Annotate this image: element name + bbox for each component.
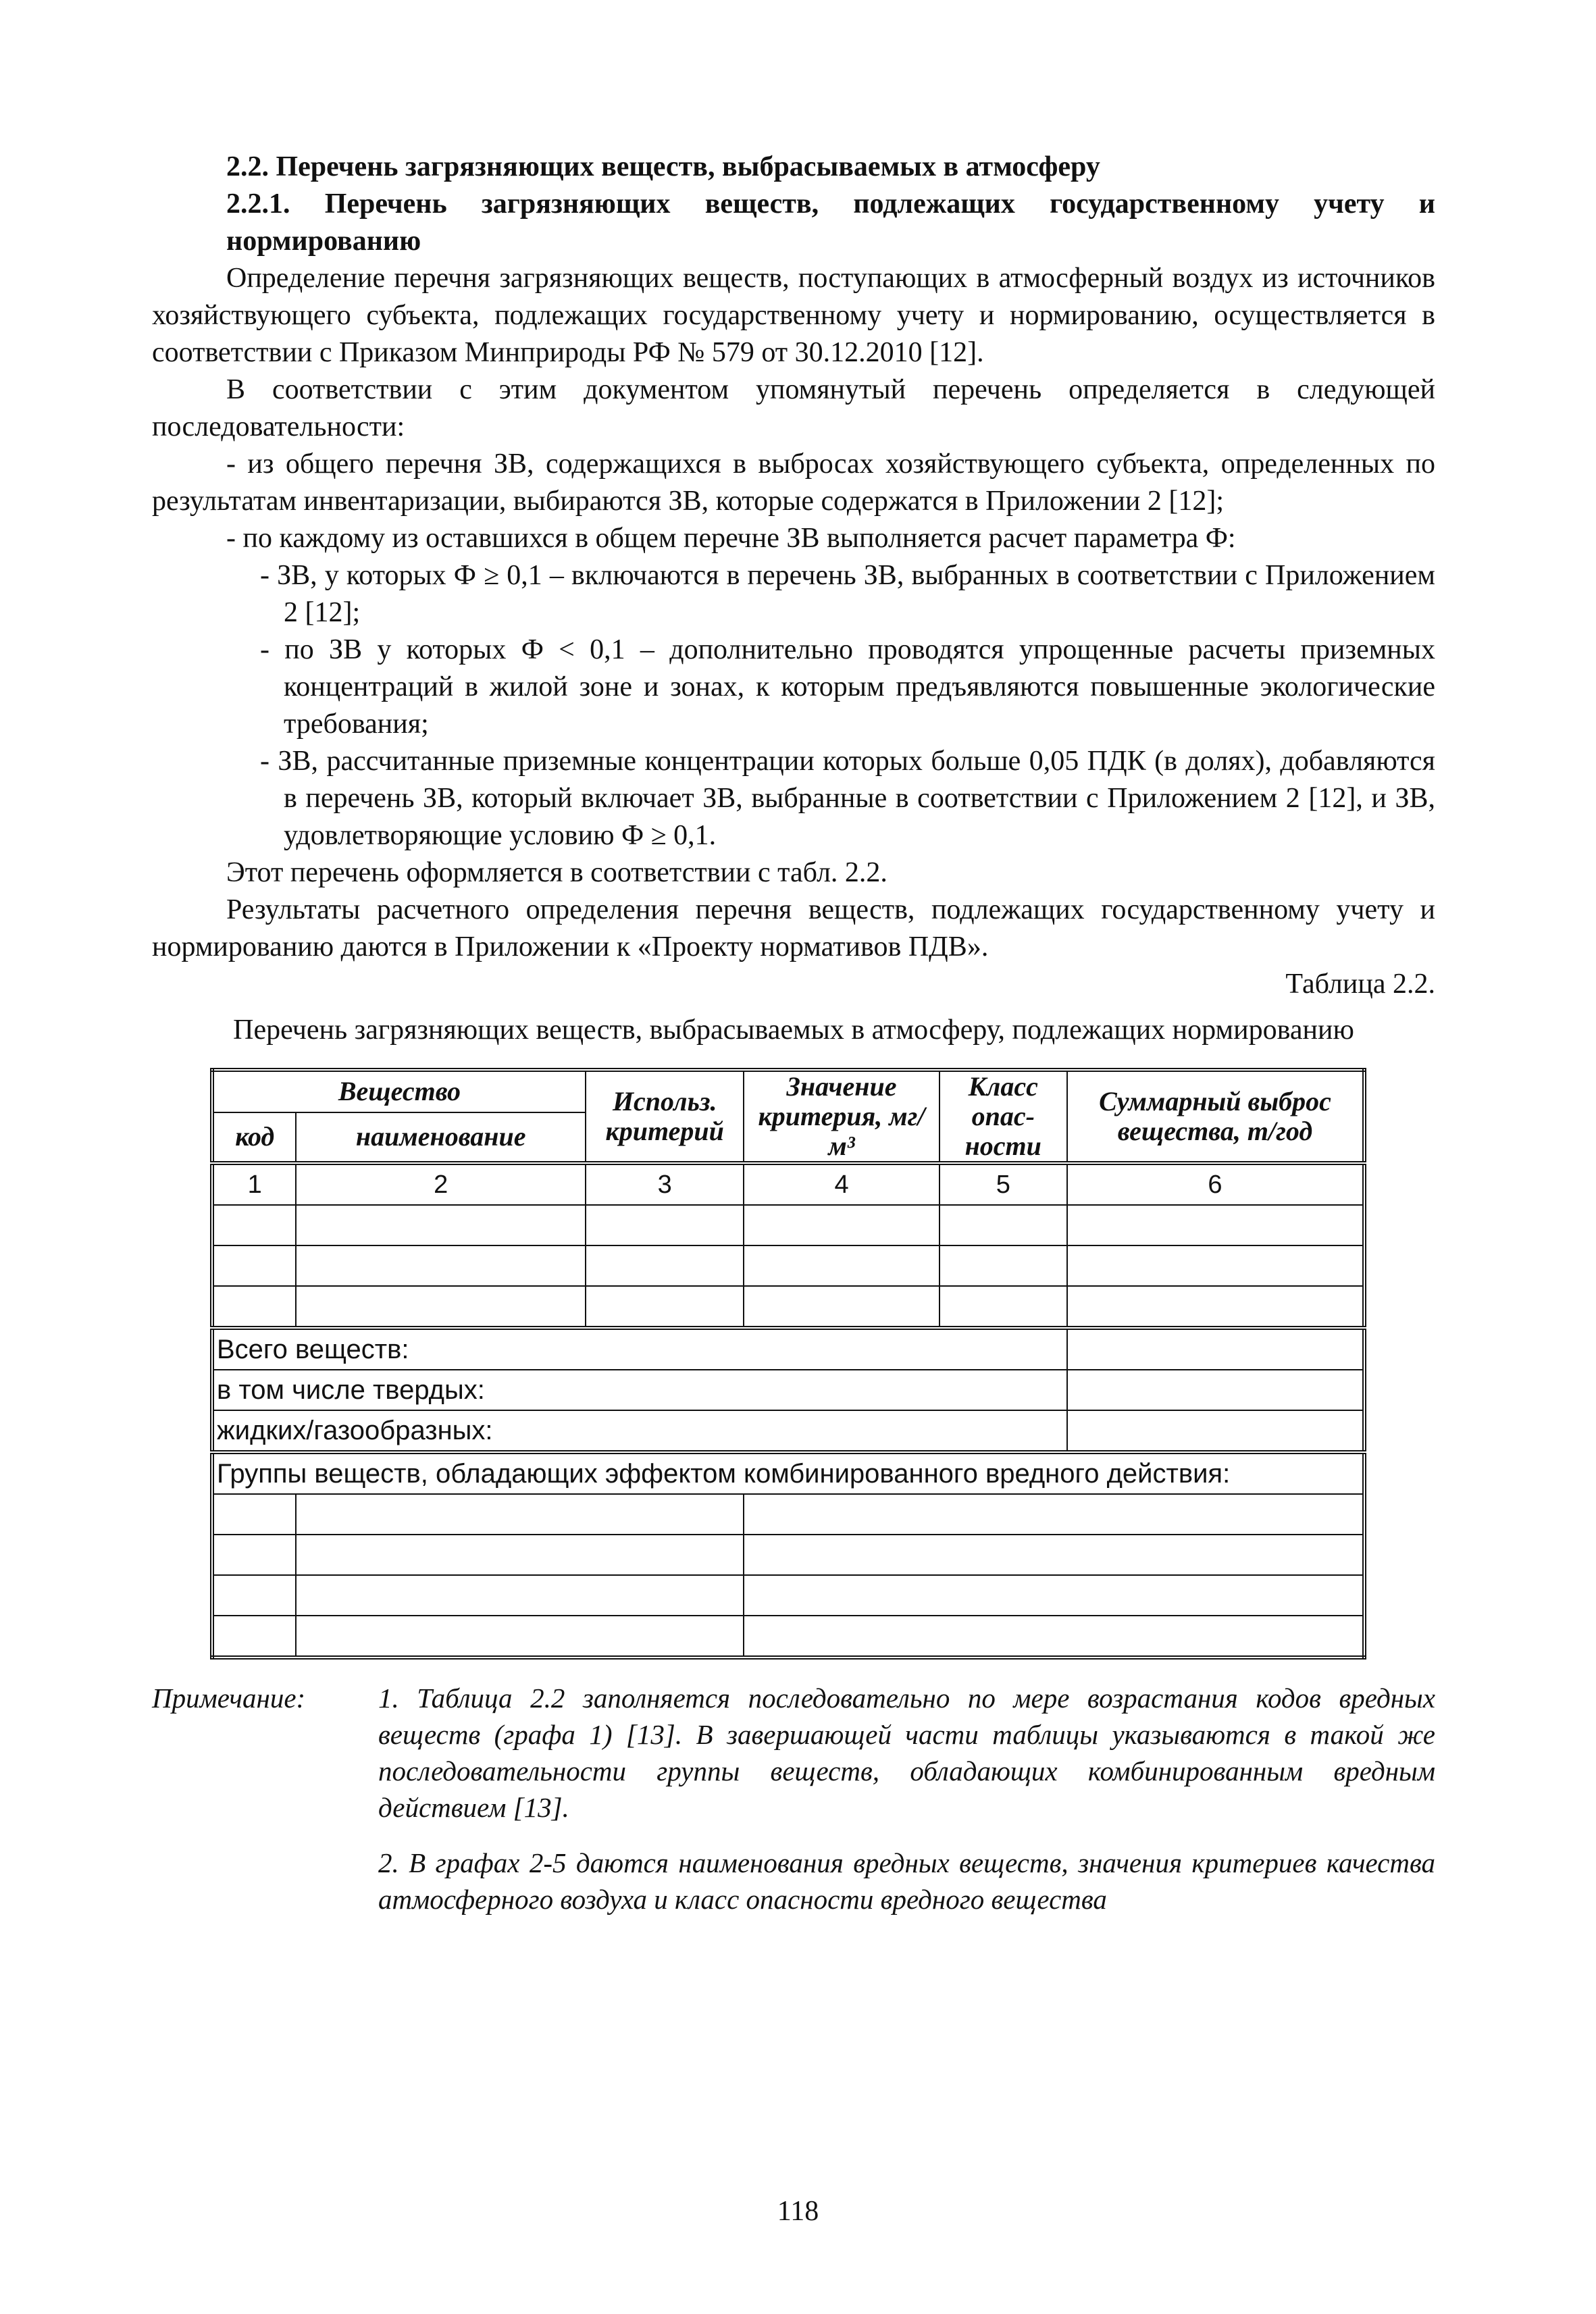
total-substances-label: Всего веществ: (212, 1328, 1067, 1370)
col-number-4: 4 (744, 1163, 939, 1205)
subsection-heading: 2.2.1. Перечень загрязняющих веществ, подлежащих государственному учету и нормированию (226, 188, 1435, 257)
combined-groups-label: Группы веществ, обладающих эффектом комбинированного вредного действия: (212, 1452, 1364, 1494)
header-code: код (212, 1112, 296, 1163)
header-name: наименование (296, 1112, 585, 1163)
header-criterion: Использ. критерий (586, 1070, 744, 1163)
page-number: 118 (777, 2196, 819, 2227)
col-number-2: 2 (296, 1163, 585, 1205)
page-content (152, 149, 1435, 1918)
header-value: Значение критерия, мг/м³ (744, 1070, 939, 1163)
sublist-item-3: - ЗВ, рассчитанные приземные концентрации которых больше 0,05 ПДК (в долях), добавляются в перечень ЗВ, который включает ЗВ, выбранные в соответствии с Приложением 2 [12], и ЗВ, удовлетворяющие условию Ф ≥ 0,1. (260, 746, 1435, 851)
paragraph-sequence: В соответствии с этим документом упомянутый перечень определяется в следующей последовательности: (152, 374, 1435, 442)
table-row (212, 1205, 1364, 1245)
table-row (212, 1286, 1364, 1328)
table-row (212, 1575, 1364, 1616)
note-item-2: 2. В графах 2-5 даются наименования вредных веществ, значения критериев качества атмосферного воздуха и класс опасности вредного вещества (378, 1847, 1435, 1915)
list-item-step1: - из общего перечня ЗВ, содержащихся в выбросах хозяйствующего субъекта, определенных по результатам инвентаризации, выбираются ЗВ, которые содержатся в Приложении 2 [12]; (152, 448, 1435, 517)
header-substance: Вещество (212, 1070, 586, 1112)
table-row (212, 1494, 1364, 1535)
header-total: Суммарный выброс вещества, т/год (1067, 1070, 1364, 1163)
paragraph-results: Результаты расчетного определения перечня веществ, подлежащих государственному учету и нормированию даются в Приложении к «Проекту нормативов ПДВ». (152, 894, 1435, 962)
liquid-gas-substances-label: жидких/газообразных: (212, 1410, 1067, 1452)
sublist-item-1: - ЗВ, у которых Ф ≥ 0,1 – включаются в перечень ЗВ, выбранных в соответствии с Приложением 2 [12]; (260, 560, 1435, 628)
section-heading: 2.2. Перечень загрязняющих веществ, выбрасываемых в атмосферу (226, 151, 1100, 182)
pollutants-table (210, 1068, 1366, 1660)
note-item-1: 1. Таблица 2.2 заполняется последовательно по мере возрастания кодов вредных веществ (графа 1) [13]. В завершающей части таблицы указываются в такой же последовательности группы веществ, обладающих комбинированным вредным действием [13]. (378, 1682, 1435, 1823)
sublist-item-2: - по ЗВ у которых Ф < 0,1 – дополнительно проводятся упрощенные расчеты приземных концентраций в жилой зоне и зонах, к которым предъявляются повышенные экологические требования; (260, 634, 1435, 740)
solid-substances-value (1067, 1370, 1364, 1410)
solid-substances-label: в том числе твердых: (212, 1370, 1067, 1410)
col-number-1: 1 (212, 1163, 296, 1205)
header-class: Класс опас-ности (939, 1070, 1067, 1163)
table-note (152, 1680, 1435, 1918)
table-row (212, 1616, 1364, 1657)
col-number-3: 3 (586, 1163, 744, 1205)
table-label: Таблица 2.2. (1285, 969, 1435, 1000)
list-item-step2: - по каждому из оставшихся в общем перечне ЗВ выполняется расчет параметра Ф: (226, 523, 1236, 554)
table-row (212, 1245, 1364, 1286)
total-substances-value (1067, 1328, 1364, 1370)
note-label: Примечание: (152, 1682, 306, 1714)
col-number-6: 6 (1067, 1163, 1364, 1205)
paragraph-format: Этот перечень оформляется в соответствии с табл. 2.2. (226, 857, 887, 888)
table-caption: Перечень загрязняющих веществ, выбрасываемых в атмосферу, подлежащих нормированию (233, 1014, 1354, 1046)
paragraph-definition: Определение перечня загрязняющих веществ, поступающих в атмосферный воздух из источников хозяйствующего субъекта, подлежащих государственному учету и нормированию, осуществляется в соответствии с Приказом Минприроды РФ № 579 от 30.12.2010 [12]. (152, 263, 1435, 368)
liquid-gas-substances-value (1067, 1410, 1364, 1452)
col-number-5: 5 (939, 1163, 1067, 1205)
table-row (212, 1535, 1364, 1575)
